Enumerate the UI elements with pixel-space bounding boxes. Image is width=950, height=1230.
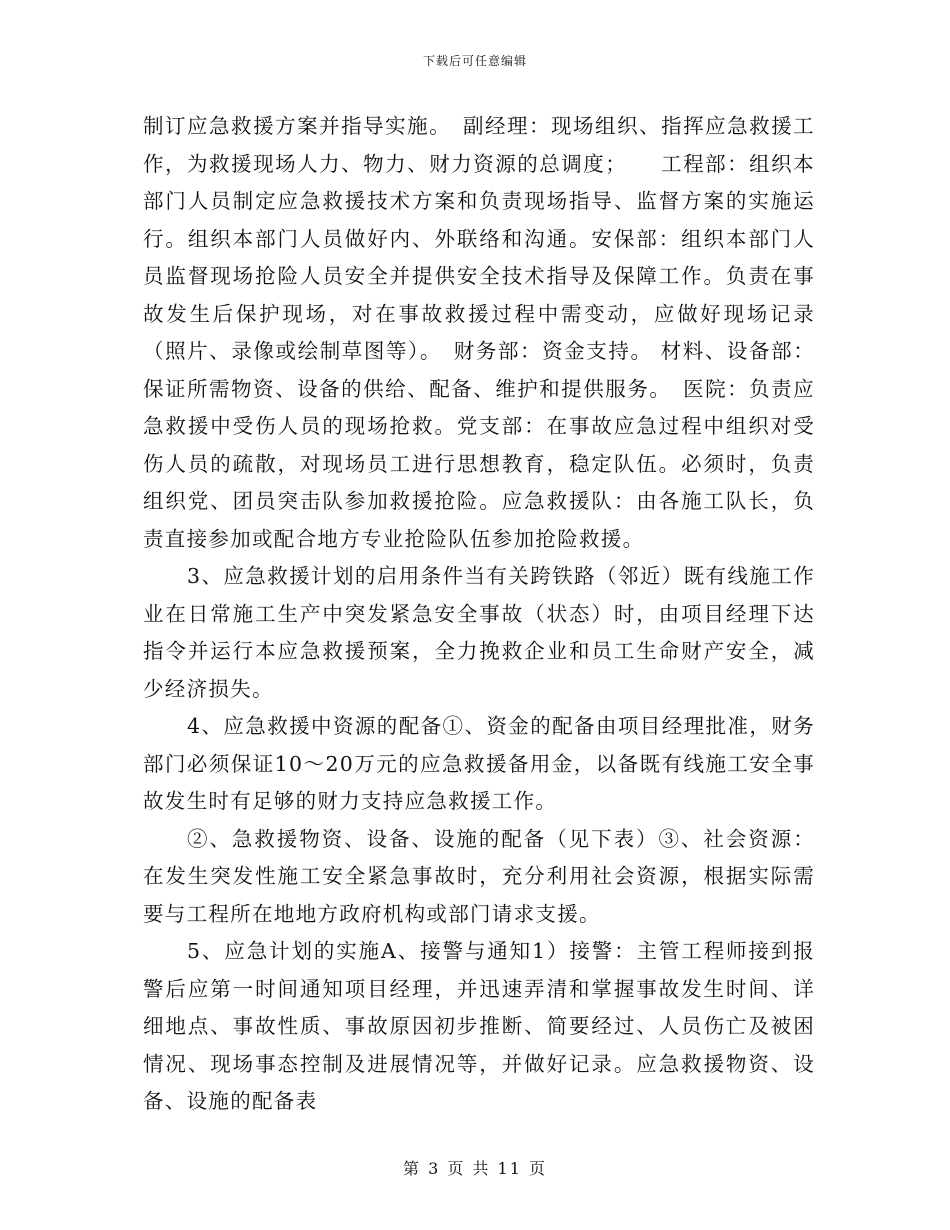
page-header-note: 下载后可任意编辑 [422,54,527,68]
document-body [143,108,815,1121]
paragraph-plan-implementation: 5、应急计划的实施A、接警与通知1）接警：主管工程师接到报警后应第一时间通知项目经理，并迅速弄清和掌握事故发生时间、详细地点、事故性质、事故原因初步推断、简要经过、人员伤亡及被困情况、现场事态控制及进展情况等，并做好记录。应急救援物资、设备、设施的配备表 [143,939,815,1113]
paragraph-roles: 制订应急救援方案并指导实施。 副经理：现场组织、指挥应急救援工作，为救援现场人力、物力、财力资源的总调度； 工程部：组织本部门人员制定应急救援技术方案和负责现场指导、监督方案的实施运行。组织本部门人员做好内、外联络和沟通。安保部：组织本部门人员监督现场抢险人员安全并提供安全技术指导及保障工作。负责在事故发生后保护现场，对在事故救援过程中需变动，应做好现场记录（照片、录像或绘制草图等）。 财务部：资金支持。 材料、设备部：保证所需物资、设备的供给、配备、维护和提供服务。 医院：负责应急救援中受伤人员的现场抢救。党支部：在事故应急过程中组织对受伤人员的疏散，对现场员工进行思想教育，稳定队伍。必须时，负责组织党、团员突击队参加救援抢险。应急救援队：由各施工队长，负责直接参加或配合地方专业抢险队伍参加抢险救援。 [143,114,815,551]
paragraph-resource-funds: 4、应急救援中资源的配备①、资金的配备由项目经理批准，财务部门必须保证10～20万元的应急救援备用金，以备既有线施工安全事故发生时有足够的财力支持应急救援工作。 [143,714,815,813]
paragraph-activation-conditions: 3、应急救援计划的启用条件当有关跨铁路（邻近）既有线施工作业在日常施工生产中突发紧急安全事故（状态）时，由项目经理下达指令并运行本应急救援预案，全力挽救企业和员工生命财产安全，减少经济损失。 [143,564,815,701]
page-number-footer: 第 3 页 共 11 页 [403,1159,547,1178]
paragraph-resource-materials: ②、急救援物资、设备、设施的配备（见下表）③、社会资源：在发生突发性施工安全紧急事故时，充分利用社会资源，根据实际需要与工程所在地地方政府机构或部门请求支援。 [143,826,815,926]
